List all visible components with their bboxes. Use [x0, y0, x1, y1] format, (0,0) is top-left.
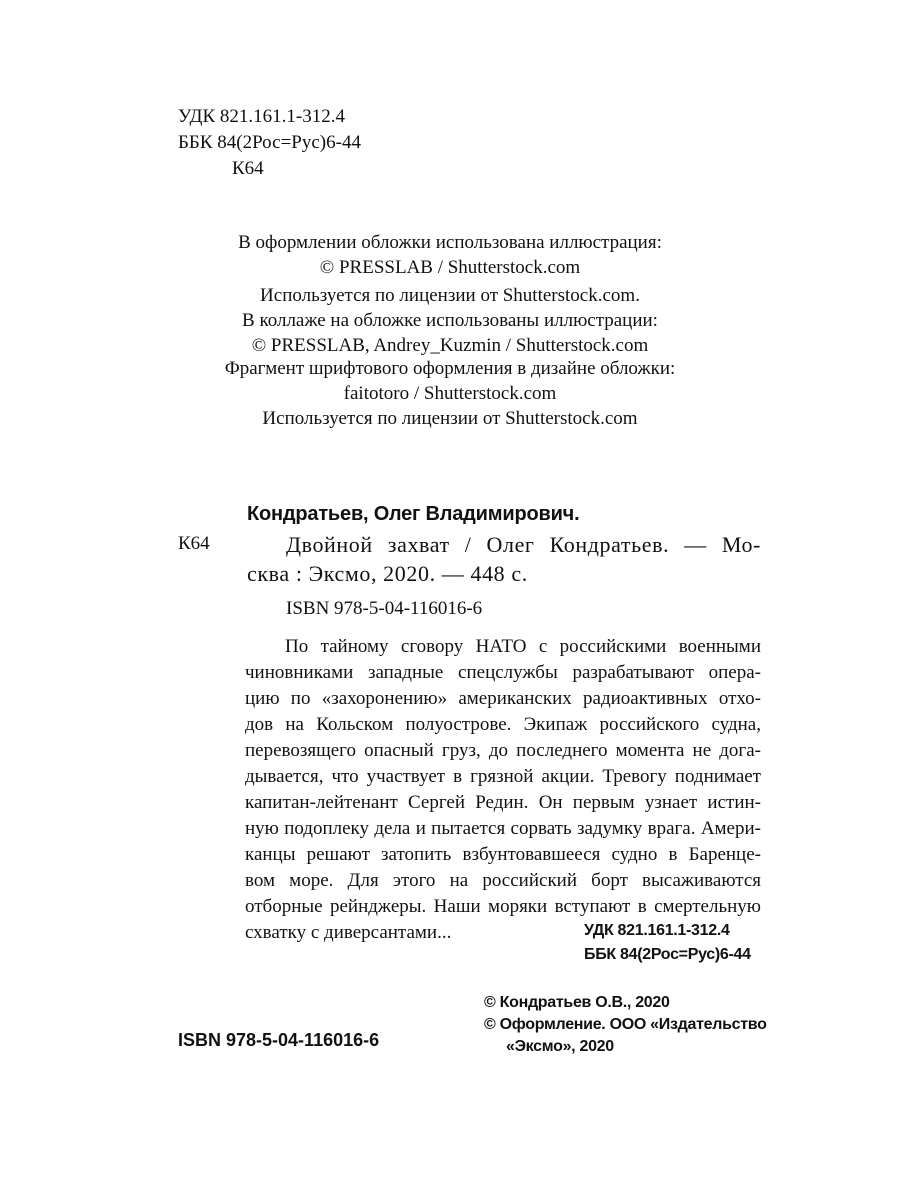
credit-line: © PRESSLAB / Shutterstock.com [319, 257, 581, 278]
copyright-author: © Кондратьев О.В., 2020 [484, 994, 670, 1011]
bbk-code: ББК 84(2Рос=Рус)6-44 [178, 132, 361, 153]
annotation-line: дывается, что участвует в грязной акции. Тревогу поднимает [245, 766, 761, 787]
annotation [245, 634, 761, 946]
annotation-line: цию по «захоронению» американских радиоактивных отхо- [245, 688, 761, 709]
description-line: сква : Эксмо, 2020. — 448 с. [247, 561, 528, 586]
credit-line: В оформлении обложки использована иллюстрация: [238, 232, 662, 253]
author-mark: К64 [232, 158, 264, 179]
udk-code: УДК 821.161.1-312.4 [178, 106, 345, 127]
annotation-line: дов на Кольском полуострове. Экипаж российского судна, [245, 714, 761, 735]
classification-codes-bottom [584, 919, 751, 967]
annotation-line: перевозящего опасный груз, до последнего момента не дога- [245, 740, 761, 761]
annotation-line: вом море. Для этого на российский борт высаживаются [245, 870, 761, 891]
copyright-design: © Оформление. ООО «Издательство [484, 1016, 767, 1033]
annotation-line: схватку с диверсантами... [245, 922, 452, 943]
annotation-line: отборные рейнджеры. Наши моряки вступают в смертельную [245, 896, 761, 917]
cover-credit-block [180, 283, 720, 358]
credit-line: Используется по лицензии от Shutterstock.com [262, 408, 638, 429]
udk-code-bottom: УДК 821.161.1-312.4 [584, 922, 730, 939]
copyright-notices [484, 992, 767, 1058]
cover-credit-block [180, 230, 720, 280]
annotation-line: По тайному сговору НАТО с российскими военными [285, 636, 761, 657]
author-heading: Кондратьев, Олег Владимирович. [247, 503, 580, 525]
credit-line: Фрагмент шрифтового оформления в дизайне обложки: [224, 358, 676, 379]
credit-line: faitotoro / Shutterstock.com [343, 383, 557, 404]
credit-line: В коллаже на обложке использованы иллюстрации: [242, 310, 658, 331]
classification-codes [178, 104, 361, 182]
description-line: Двойной захват / Олег Кондратьев. — Мо- [286, 532, 761, 557]
isbn-bottom: ISBN 978-5-04-116016-6 [178, 1030, 380, 1050]
annotation-line: ную подоплеку дела и пытается сорвать задумку врага. Амери- [245, 818, 761, 839]
cover-credit-block [180, 356, 720, 431]
bbk-code-bottom: ББК 84(2Рос=Рус)6-44 [584, 946, 751, 963]
copyright-design-cont: «Эксмо», 2020 [506, 1038, 614, 1055]
credit-line: Используется по лицензии от Shutterstock.com. [260, 285, 640, 306]
annotation-line: чиновниками западные спецслужбы разрабатывают опера- [245, 662, 761, 683]
annotation-line: канцы решают затопить взбунтовавшееся судно в Баренце- [245, 844, 761, 865]
author-mark-side: К64 [178, 533, 210, 554]
bibliographic-description [247, 530, 761, 588]
isbn-text: ISBN 978-5-04-116016-6 [286, 598, 483, 619]
credit-line: © PRESSLAB, Andrey_Kuzmin / Shutterstock.com [251, 335, 649, 356]
annotation-line: капитан-лейтенант Сергей Редин. Он первым узнает истин- [245, 792, 761, 813]
